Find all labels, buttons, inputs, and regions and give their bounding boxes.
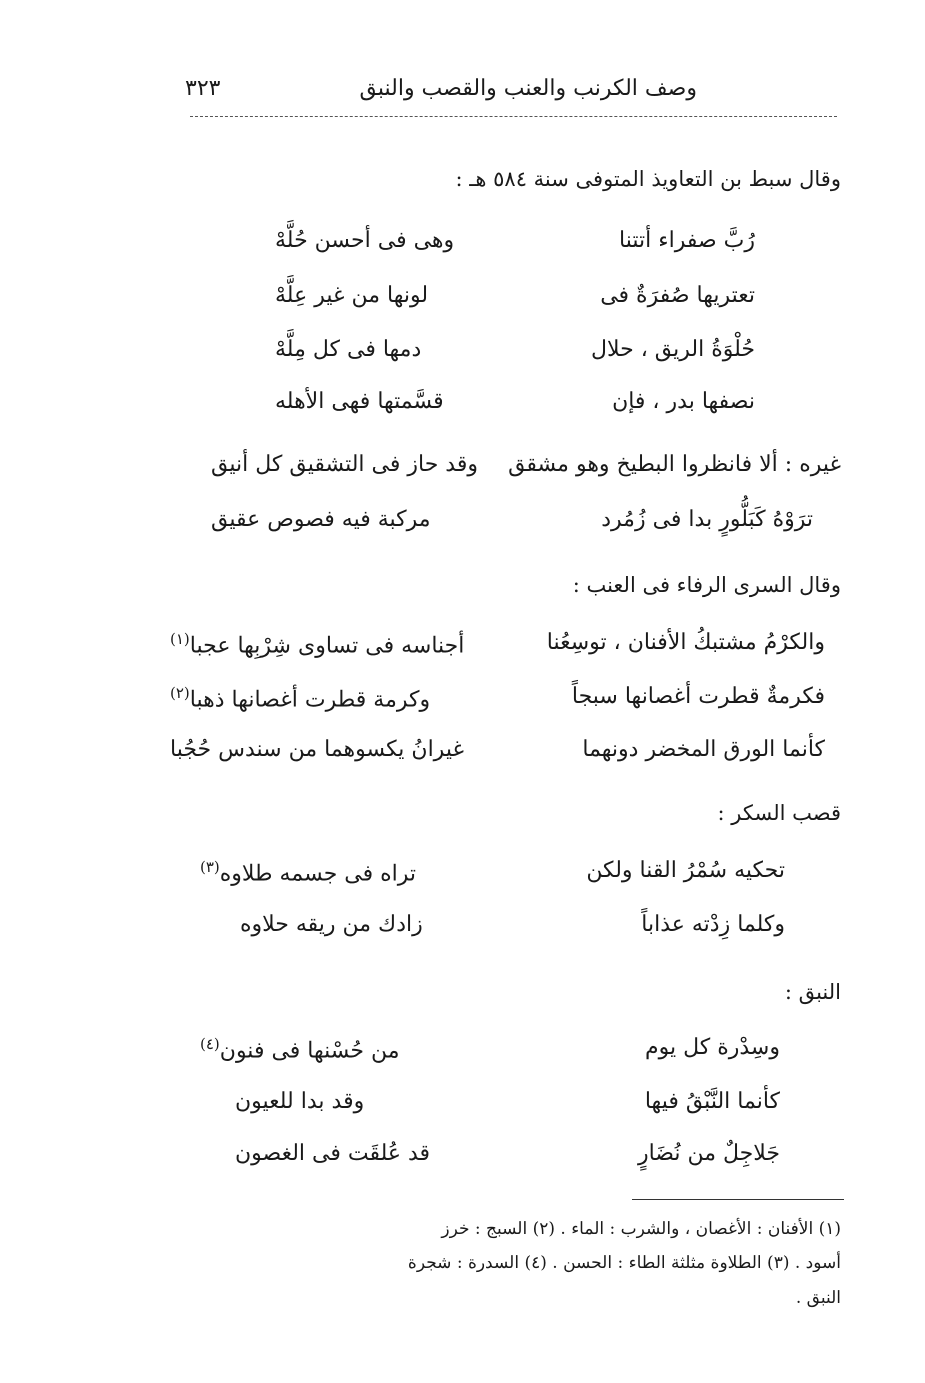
verse-first-hemistich: رُبَّ صفراء أتتنا — [619, 228, 755, 253]
footnote-line: (١) الأفنان : الأغصان ، والشرب : الماء . (٢) السبج : خرز — [441, 1219, 841, 1239]
footnote-marker: (٢) — [170, 684, 190, 702]
verse-first-hemistich: وسِدْرة كل يوم — [645, 1035, 780, 1060]
verse-first-hemistich: ترَوْهُ كَبَلُّورٍ بدا فى زُمُرد — [601, 507, 813, 532]
verse-second-hemistich: وقد حاز فى التشقيق كل أنيق — [211, 452, 478, 477]
running-header — [185, 70, 697, 106]
verse-second-hemistich: غيرانُ يكسوهما من سندس حُجُبا — [170, 737, 464, 762]
verse-first-hemistich: كأنما الورق المخضر دونهما — [582, 737, 825, 762]
verse-first-hemistich: غيره : ألا فانظروا البطيخ وهو مشقق — [508, 452, 841, 477]
intro-line: النبق : — [784, 980, 841, 1004]
verse-second-hemistich: مركبة فيه فصوص عقيق — [211, 507, 431, 532]
verse-second-hemistich-wrap — [170, 684, 430, 712]
verse-first-hemistich: تعتريها صُفرَةٌ فى — [600, 283, 755, 308]
verse-line — [275, 228, 755, 253]
verse-line — [275, 283, 755, 308]
verse-first-hemistich: حُلْوَةُ الريق ، حلال — [591, 337, 755, 362]
running-title: وصف الكرنب والعنب والقصب والنبق — [359, 75, 697, 101]
verse-second-hemistich-wrap — [200, 858, 416, 886]
footnote-line: أسود . (٣) الطلاوة مثلثة الطاء : الحسن . (٤) السدرة : شجرة — [407, 1253, 841, 1273]
verse-line — [211, 452, 841, 477]
verse-second-hemistich-wrap — [200, 1035, 400, 1063]
intro-line: وقال السرى الرفاء فى العنب : — [572, 573, 841, 597]
verse-line — [235, 1089, 780, 1114]
verse-first-hemistich: وكلما زِدْته عذاباً — [641, 912, 785, 937]
verse-second-hemistich: أجناسه فى تساوى شِرْبِها عجبا — [189, 633, 465, 659]
verse-second-hemistich: قد عُلقَت فى الغصون — [235, 1141, 431, 1166]
verse-second-hemistich: قسَّمتها فهى الأهله — [275, 389, 444, 414]
verse-first-hemistich: والكرْمُ مشتبكُ الأفنان ، توسِعُنا — [546, 630, 825, 655]
verse-first-hemistich: فكرمةٌ قطرت أغصانها سبجاً — [571, 684, 825, 709]
footnote-line: النبق . — [795, 1288, 841, 1308]
verse-second-hemistich: من حُسْنها فى فنون — [219, 1038, 400, 1064]
verse-line — [170, 630, 825, 658]
verse-line — [211, 507, 813, 532]
verse-first-hemistich: نصفها بدر ، فإن — [612, 389, 755, 414]
verse-second-hemistich: دمها فى كل مِلَّهْ — [275, 337, 422, 362]
verse-line — [200, 858, 785, 886]
verse-second-hemistich: لونها من غير عِلَّهْ — [275, 283, 429, 308]
verse-second-hemistich-wrap — [170, 630, 464, 658]
footnote-rule — [632, 1199, 844, 1200]
verse-first-hemistich: جَلاجِلٌ من نُضَارٍ — [637, 1141, 780, 1166]
verse-line — [235, 1141, 780, 1166]
verse-second-hemistich: زادك من ريقه حلاوه — [240, 912, 423, 937]
footnote-marker: (١) — [170, 630, 190, 648]
verse-second-hemistich: وكرمة قطرت أغصانها ذهبا — [189, 687, 431, 713]
header-rule — [190, 116, 837, 117]
verse-line — [240, 912, 785, 937]
verse-second-hemistich: وقد بدا للعيون — [235, 1089, 365, 1114]
intro-line: قصب السكر : — [717, 801, 841, 825]
verse-line — [200, 1035, 780, 1063]
verse-line — [170, 737, 825, 762]
page-number: ٣٢٣ — [185, 75, 221, 101]
intro-line: وقال سبط بن التعاويذ المتوفى سنة ٥٨٤ هـ : — [455, 167, 841, 191]
verse-second-hemistich: وهى فى أحسن حُلَّهْ — [275, 228, 455, 253]
footnote-marker: (٤) — [200, 1035, 220, 1053]
verse-line — [170, 684, 825, 712]
verse-second-hemistich: تراه فى جسمه طلاوه — [219, 861, 417, 887]
verse-first-hemistich: كأنما النَّبْقُ فيها — [644, 1089, 780, 1114]
verse-line — [275, 337, 755, 362]
footnote-marker: (٣) — [200, 858, 220, 876]
verse-first-hemistich: تحكيه سُمْرُ القنا ولكن — [586, 858, 785, 883]
verse-line — [275, 389, 755, 414]
